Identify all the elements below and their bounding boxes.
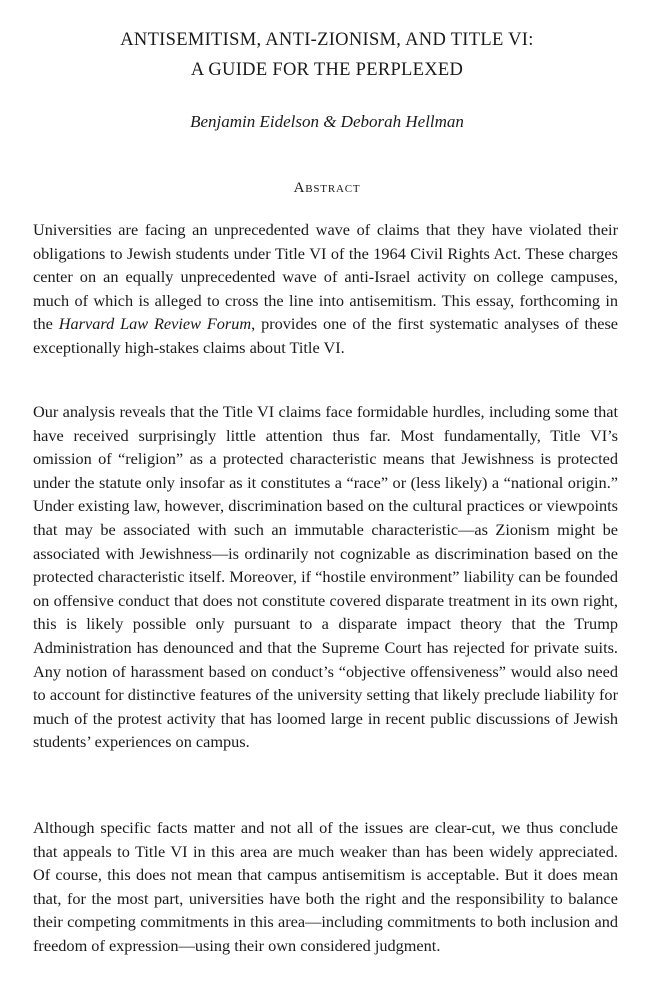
paper-title-line-2: A GUIDE FOR THE PERPLEXED (190, 60, 464, 80)
journal-name: Harvard Law Review Forum (58, 314, 252, 334)
abstract-paragraph-1 (33, 218, 618, 360)
abstract-paragraph-3: Although specific facts matter and not all of the issues are clear-cut, we thus conclude that appeals to Title VI in this area are much weaker than has been widely appreciated. Of course, this does not mean that campus antisemitism is acceptable. But it does mean that, for the most part, universities have both the right and the responsibility to balance their competing commitments in this area—including commitments to both inclusion and freedom of expression—using their own considered judgment. (33, 818, 618, 955)
abstract-heading: Abstract (293, 180, 361, 196)
paragraph-1-text-start: Universities are facing an unprecedented wave of claims that they have violated their obligations to Jewish students under Title VI of the 1964 Civil Rights Act. These charges center on an equally unprecedented wave of anti-Israel activity on college campuses, much of which is alleged to cross the line into antisemitism. This essay, forthcoming in the (33, 220, 618, 334)
paper-title-line-1: ANTISEMITISM, ANTI-ZIONISM, AND TITLE VI: (120, 30, 534, 50)
author-names: Benjamin Eidelson & Deborah Hellman (190, 112, 464, 131)
abstract-paragraph-2: Our analysis reveals that the Title VI claims face formidable hurdles, including some that have received surprisingly little attention thus far. Most fundamentally, Title VI’s omission of “religion” as a protected characteristic means that Jewishness is protected under the statute only insofar as it constitutes a “race” or (less likely) a “national origin.” Under existing law, however, discrimination based on the cultural practices or viewpoints that may be associated with such an immutable characteristic—as Zionism might be associated with Jewishness—is ordinarily not cognizable as discrimination based on the protected characteristic itself. Moreover, if “hostile environment” liability can be founded on offensive conduct that does not constitute covered disparate treatment in its own right, this is likely possible only pursuant to a disparate impact theory that the Trump Administration has denounced and that the Supreme Court has rejected for private suits. Any notion of harassment based on conduct’s “objective offensiveness” would also need to account for distinctive features of the university setting that likely preclude liability for much of the protest activity that has loomed large in recent public discussions of Jewish students’ experiences on campus. (33, 402, 618, 752)
paragraph-1-text-end: , provides one of the first systematic analyses of these exceptionally high-stakes claims about Title VI. (33, 314, 619, 357)
